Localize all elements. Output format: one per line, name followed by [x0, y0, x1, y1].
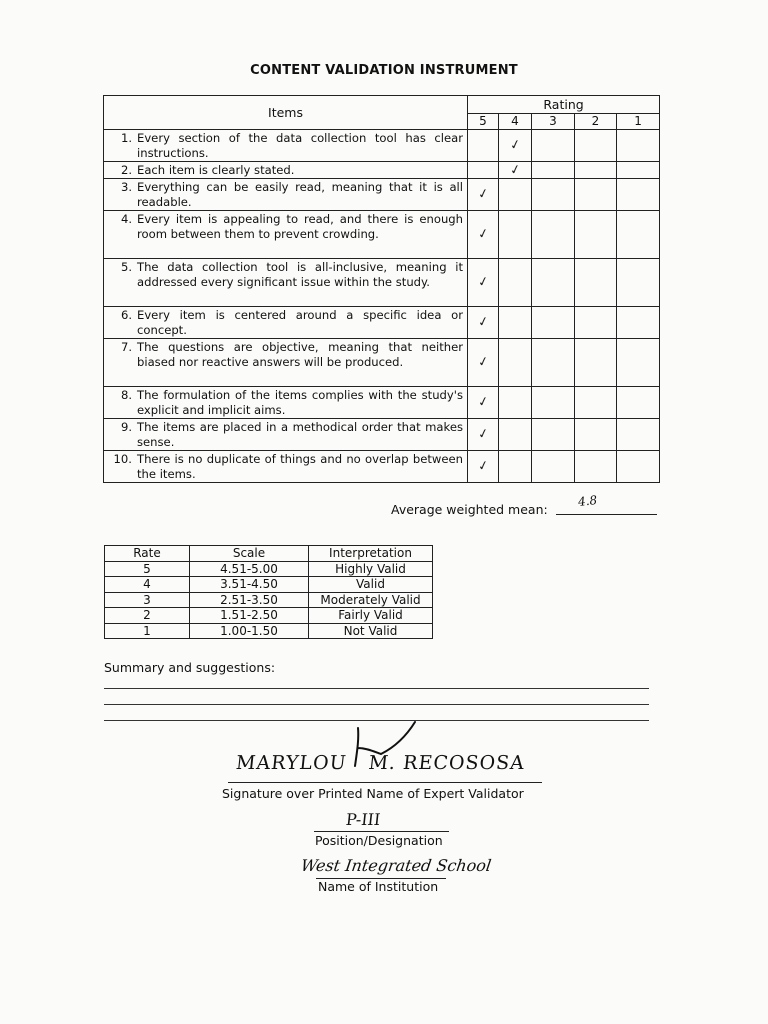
item-row	[104, 451, 660, 483]
rating-cell-5	[468, 419, 499, 451]
rating-cell-5	[468, 387, 499, 419]
rating-cell-2	[575, 162, 617, 179]
item-number: 8.	[120, 388, 132, 402]
rating-cell-5	[468, 259, 499, 307]
rating-cell-1	[617, 259, 660, 307]
rating-col-3: 3	[532, 114, 575, 130]
rating-cell-5	[468, 339, 499, 387]
rating-cell-1	[617, 451, 660, 483]
rating-cell-3	[532, 130, 575, 162]
scale-interpretation: Not Valid	[309, 623, 433, 639]
rating-cell-2	[575, 130, 617, 162]
rating-cell-3	[532, 339, 575, 387]
rating-cell-2	[575, 451, 617, 483]
rating-cell-1	[617, 419, 660, 451]
check-mark-icon: ✓	[476, 426, 490, 443]
average-mean-line	[556, 514, 657, 515]
item-row	[104, 259, 660, 307]
item-number: 3.	[120, 180, 132, 194]
rating-header: Rating	[468, 96, 660, 114]
rating-cell-3	[532, 451, 575, 483]
item-number: 1.	[120, 131, 132, 145]
rating-cell-2	[575, 339, 617, 387]
rating-cell-1	[617, 130, 660, 162]
item-text: The items are placed in a methodical order that makes sense.	[137, 420, 463, 449]
position-line	[314, 831, 449, 832]
rating-cell-5	[468, 211, 499, 259]
rating-cell-1	[617, 162, 660, 179]
rating-cell-4	[499, 451, 532, 483]
check-mark-icon: ✓	[476, 314, 490, 331]
scale-interpretation: Valid	[309, 577, 433, 593]
scale-interpretation: Fairly Valid	[309, 608, 433, 624]
item-cell	[104, 259, 468, 307]
item-cell	[104, 211, 468, 259]
scale-range: 2.51-3.50	[190, 592, 309, 608]
check-mark-icon: ✓	[508, 137, 522, 154]
rating-col-4: 4	[499, 114, 532, 130]
rating-cell-4	[499, 259, 532, 307]
rating-col-5: 5	[468, 114, 499, 130]
rating-cell-4	[499, 387, 532, 419]
scale-rate: 5	[105, 561, 190, 577]
item-row	[104, 419, 660, 451]
rating-cell-2	[575, 179, 617, 211]
scale-rate: 1	[105, 623, 190, 639]
item-number: 10.	[113, 452, 132, 466]
signature-line	[228, 782, 542, 783]
rating-cell-5	[468, 307, 499, 339]
item-cell	[104, 307, 468, 339]
average-mean-value: 4.8	[577, 493, 598, 509]
rating-cell-1	[617, 339, 660, 387]
item-row	[104, 162, 660, 179]
item-text: The questions are objective, meaning that neither biased nor reactive answers will be produced.	[137, 340, 463, 369]
signature-name	[235, 752, 526, 774]
scale-rate: 2	[105, 608, 190, 624]
scale-row	[105, 623, 433, 639]
item-text: The data collection tool is all-inclusive, meaning it addressed every significant issue within the study.	[137, 260, 463, 289]
rating-cell-5	[468, 179, 499, 211]
summary-line	[104, 688, 649, 689]
rating-cell-2	[575, 211, 617, 259]
scale-header-rate: Rate	[105, 546, 190, 562]
rating-cell-4	[499, 179, 532, 211]
rating-cell-5	[468, 162, 499, 179]
position-value: P-III	[345, 810, 382, 829]
rating-cell-4	[499, 339, 532, 387]
position-caption: Position/Designation	[315, 833, 443, 848]
institution-caption: Name of Institution	[318, 879, 439, 894]
rating-cell-2	[575, 387, 617, 419]
scale-table	[104, 545, 433, 639]
item-cell	[104, 339, 468, 387]
rating-cell-2	[575, 259, 617, 307]
rating-cell-3	[532, 211, 575, 259]
item-cell	[104, 419, 468, 451]
items-body	[104, 130, 660, 483]
rating-cell-5	[468, 130, 499, 162]
item-cell	[104, 130, 468, 162]
item-number: 2.	[120, 163, 132, 177]
item-number: 4.	[120, 212, 132, 226]
item-row	[104, 130, 660, 162]
rating-cell-1	[617, 387, 660, 419]
check-mark-icon: ✓	[476, 354, 490, 371]
scale-interpretation: Moderately Valid	[309, 592, 433, 608]
item-cell	[104, 387, 468, 419]
item-cell	[104, 451, 468, 483]
summary-line	[104, 704, 649, 705]
scale-range: 4.51-5.00	[190, 561, 309, 577]
item-number: 7.	[120, 340, 132, 354]
rating-cell-3	[532, 419, 575, 451]
item-text: Every section of the data collection tool has clear instructions.	[137, 131, 463, 160]
check-mark-icon: ✓	[476, 186, 490, 203]
average-mean-label: Average weighted mean:	[391, 502, 548, 517]
signature-first-name: MARYLOU	[234, 752, 348, 774]
check-mark-icon: ✓	[508, 161, 522, 179]
item-row	[104, 387, 660, 419]
item-cell	[104, 179, 468, 211]
rating-col-1: 1	[617, 114, 660, 130]
rating-col-2: 2	[575, 114, 617, 130]
item-text: There is no duplicate of things and no overlap between the items.	[137, 452, 463, 481]
rating-cell-2	[575, 307, 617, 339]
scale-header-interpretation: Interpretation	[309, 546, 433, 562]
item-text: Every item is appealing to read, and there is enough room between them to prevent crowding.	[137, 212, 463, 241]
rating-cell-3	[532, 387, 575, 419]
scale-range: 3.51-4.50	[190, 577, 309, 593]
item-row	[104, 179, 660, 211]
signature-caption: Signature over Printed Name of Expert Validator	[222, 786, 524, 801]
rating-cell-1	[617, 179, 660, 211]
rating-cell-4	[499, 130, 532, 162]
scale-rate: 3	[105, 592, 190, 608]
item-row	[104, 211, 660, 259]
rating-cell-4	[499, 211, 532, 259]
scale-row	[105, 577, 433, 593]
scale-header-scale: Scale	[190, 546, 309, 562]
check-mark-icon: ✓	[476, 394, 490, 411]
rating-cell-1	[617, 211, 660, 259]
scale-range: 1.00-1.50	[190, 623, 309, 639]
item-row	[104, 339, 660, 387]
item-text: Everything can be easily read, meaning that it is all readable.	[137, 180, 463, 209]
check-mark-icon: ✓	[476, 274, 490, 291]
signature-last-name: M. RECOSOSA	[367, 752, 526, 774]
rating-cell-3	[532, 162, 575, 179]
item-text: The formulation of the items complies with the study's explicit and implicit aims.	[137, 388, 463, 417]
item-text: Each item is clearly stated.	[137, 163, 295, 177]
rating-cell-3	[532, 259, 575, 307]
summary-label: Summary and suggestions:	[104, 660, 276, 675]
rating-cell-2	[575, 419, 617, 451]
rating-cell-3	[532, 307, 575, 339]
item-cell	[104, 162, 468, 179]
item-row	[104, 307, 660, 339]
validation-table	[103, 95, 660, 483]
rating-cell-4	[499, 162, 532, 179]
item-number: 6.	[120, 308, 132, 322]
rating-cell-1	[617, 307, 660, 339]
institution-value: West Integrated School	[299, 856, 493, 875]
rating-cell-4	[499, 419, 532, 451]
scale-rate: 4	[105, 577, 190, 593]
check-mark-icon: ✓	[476, 226, 490, 243]
rating-cell-3	[532, 179, 575, 211]
items-header: Items	[104, 96, 468, 130]
item-text: Every item is centered around a specific idea or concept.	[137, 308, 463, 337]
scale-row	[105, 608, 433, 624]
scale-row	[105, 561, 433, 577]
item-number: 9.	[120, 420, 132, 434]
rating-cell-4	[499, 307, 532, 339]
scale-row	[105, 592, 433, 608]
item-number: 5.	[120, 260, 132, 274]
scale-interpretation: Highly Valid	[309, 561, 433, 577]
check-mark-icon: ✓	[476, 458, 490, 475]
scale-range: 1.51-2.50	[190, 608, 309, 624]
document-title: CONTENT VALIDATION INSTRUMENT	[250, 63, 518, 78]
rating-cell-5	[468, 451, 499, 483]
